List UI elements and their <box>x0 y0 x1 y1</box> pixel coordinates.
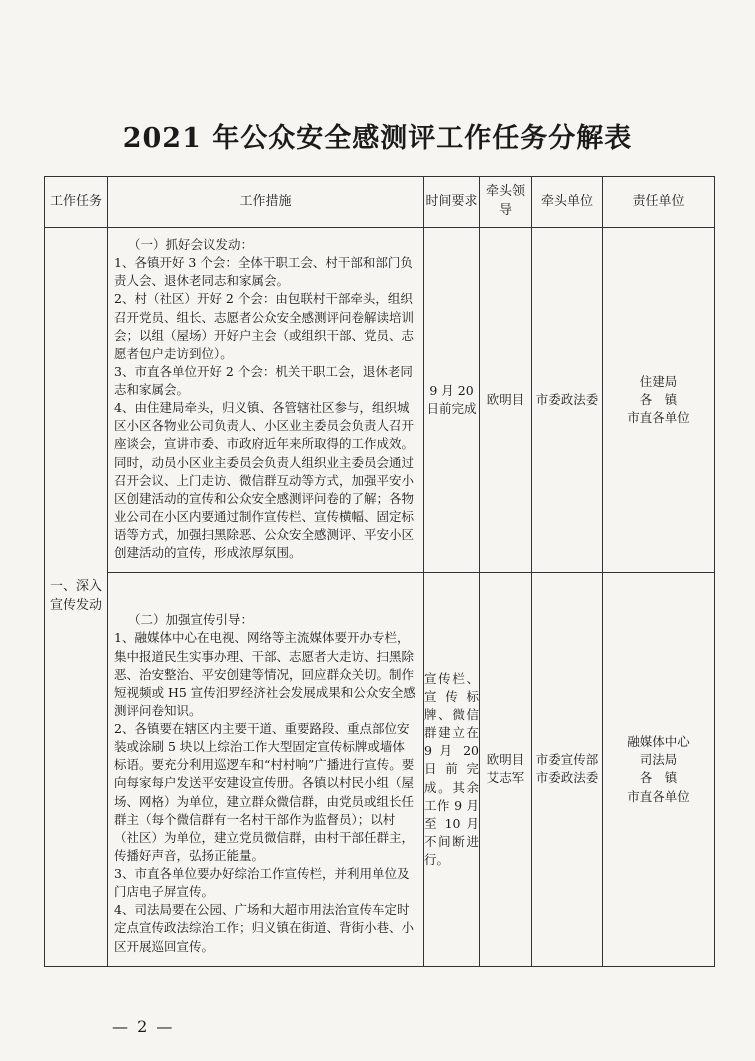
lead-leader-cell: 欧明目 <box>480 228 532 573</box>
table-header-row <box>45 177 715 228</box>
measure-item: 3、市直各单位开好 2 个会：机关干职工会，退休老同志和家属会。 <box>114 363 413 397</box>
resp-unit-cell <box>603 228 715 573</box>
measures-cell <box>108 228 424 573</box>
lead-unit-line: 市委政法委 <box>535 770 599 786</box>
resp-unit-line: 市直各单位 <box>627 410 690 426</box>
time-cell: 9 月 20 日前完成 <box>424 228 480 573</box>
lead-leader-cell <box>480 573 532 966</box>
resp-unit-line: 市直各单位 <box>627 788 690 804</box>
table-row <box>45 228 715 573</box>
measure-heading: （一）抓好会议发动： <box>128 237 254 252</box>
header-lead-leader: 牵头领导 <box>480 177 532 228</box>
lead-leader-line: 艾志军 <box>486 770 525 786</box>
measure-heading: （二）加强宣传引导： <box>128 612 254 628</box>
lead-leader-line: 欧明目 <box>486 752 525 768</box>
measures-cell <box>108 573 424 966</box>
resp-unit-cell <box>603 573 715 966</box>
measure-item: 1、融媒体中心在电视、网络等主流媒体要开办专栏，集中报道民生实事办理、干部、志愿者大走访、扫黑除恶、治安整治、平安创建等情况，回应群众关切。制作短视频或 H5 宣传汨罗经济社会发展成果和公众安全感测评问卷知识。 <box>114 630 416 718</box>
lead-unit-line: 市委宣传部 <box>535 752 599 768</box>
task-table <box>44 176 715 967</box>
measure-item: 4、司法局要在公园、广场和大超市用法治宣传车定时定点宣传政法综治工作；归义镇在街道、背街小巷、小区开展巡回宣传。 <box>114 902 415 954</box>
table-row <box>45 573 715 966</box>
lead-unit-cell: 市委政法委 <box>532 228 603 573</box>
measure-item: 2、各镇要在辖区内主要干道、重要路段、重点部位安装或涂刷 5 块以上综治工作大型固定宣传标牌或墙体标语。要充分利用巡逻车和“村村响”广播进行宣传。要向每家每户发送平安建设宣传册。各镇以村民小组（屋场、网格）为单位，建立群众微信群，由党员或组长任群主（每个微信群有一名村干部作为监督员）；以村（社区）为单位，建立党员微信群，由村干部任群主，传播好声音，弘扬正能量。 <box>114 721 415 863</box>
resp-unit-line: 各 镇 <box>639 770 678 786</box>
measure-item: 2、村（社区）开好 2 个会：由包联村干部牵头，组织召开党员、组长、志愿者公众安全感测评问卷解读培训会；以组（屋场）开好户主会（或组织干部、党员、志愿者包户走访到位）。 <box>114 291 415 361</box>
header-resp-unit: 责任单位 <box>603 177 715 228</box>
header-measures: 工作措施 <box>108 177 424 228</box>
measure-item: 1、各镇开好 3 个会：全体干职工会、村干部和部门负责人会、退休老同志和家属会。 <box>114 255 413 289</box>
header-lead-unit: 牵头单位 <box>532 177 603 228</box>
resp-unit-line: 司法局 <box>639 752 678 768</box>
time-cell: 宣传栏、宣传标牌、微信群建立在 9 月 20 日前完成。其余工作 9 月至 10 月不间断进行。 <box>424 573 480 966</box>
resp-unit-line: 融媒体中心 <box>627 734 690 750</box>
resp-unit-line: 住建局 <box>639 373 678 389</box>
header-time: 时间要求 <box>424 177 480 228</box>
resp-unit-line: 各 镇 <box>639 392 678 408</box>
header-task: 工作任务 <box>45 177 108 228</box>
page-number: — 2 — <box>112 1017 175 1036</box>
lead-unit-cell <box>532 573 603 966</box>
task-cell: 一、深入宣传发动 <box>45 228 108 967</box>
measure-item: 4、由住建局牵头，归义镇、各管辖社区参与，组织城区小区各物业公司负责人、小区业主委员会负责人召开座谈会，宣讲市委、市政府近年来所取得的工作成效。同时，动员小区业主委员会负责人组织业主委员会通过召开会议、上门走访、微信群互动等方式，加强平安小区创建活动的宣传和公众安全感测评问卷的了解；各物业公司在小区内要通过制作宣传栏、宣传横幅、固定标语等方式，加强扫黑除恶、公众安全感测评、平安小区创建活动的宣传，形成浓厚氛围。 <box>114 400 415 561</box>
measure-item: 3、市直各单位要办好综治工作宣传栏，并利用单位及门店电子屏宣传。 <box>114 866 410 900</box>
page-title: 2021 年公众安全感测评工作任务分解表 <box>122 123 633 154</box>
